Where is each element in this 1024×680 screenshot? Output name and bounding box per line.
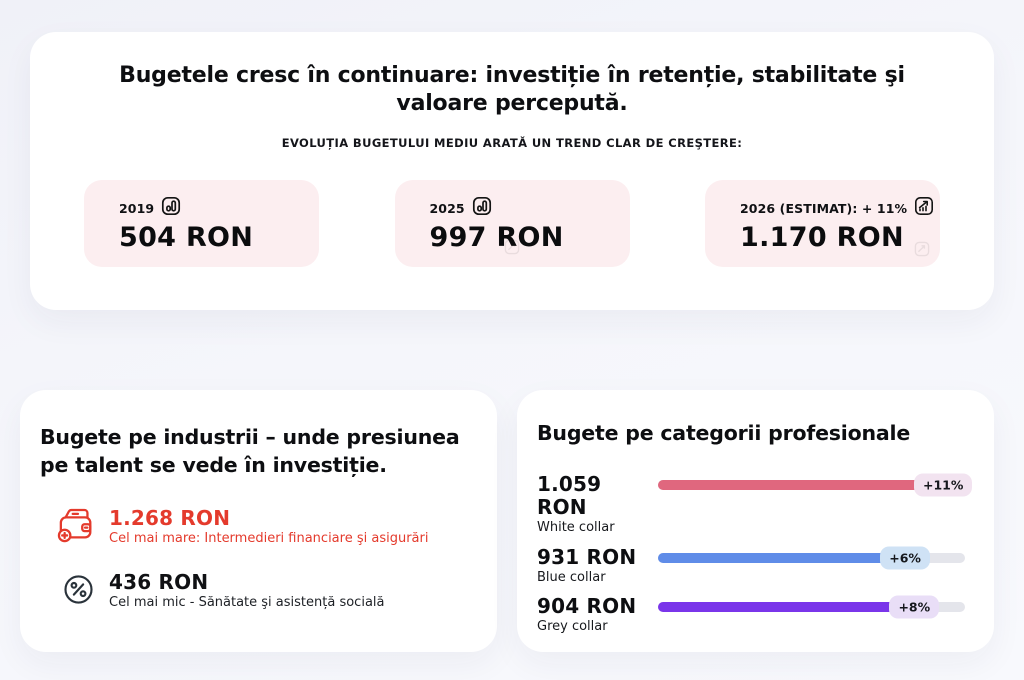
growth-badge: +8% bbox=[889, 596, 939, 619]
bar-track bbox=[658, 550, 965, 566]
industry-highest-row bbox=[56, 506, 471, 548]
bar-fill bbox=[658, 553, 888, 563]
bar-row-grey-collar bbox=[537, 595, 965, 636]
bar-fill bbox=[658, 602, 897, 612]
industry-lowest-value: 436 RON bbox=[109, 570, 209, 595]
bar-area bbox=[658, 546, 965, 586]
industry-lowest-description: Cel mai mic - Sănătate şi asistență socială bbox=[109, 595, 385, 611]
industry-lowest-row bbox=[62, 571, 471, 612]
bar-chart-icon bbox=[472, 196, 492, 220]
bar-value: 1.059 RON bbox=[537, 471, 602, 519]
bar-area bbox=[658, 595, 965, 635]
bar-category-label: Grey collar bbox=[537, 619, 608, 635]
wallet-icon bbox=[56, 506, 98, 548]
bar-value: 931 RON bbox=[537, 544, 637, 569]
stat-year-label: 2025 bbox=[429, 200, 465, 216]
bar-track bbox=[658, 477, 965, 493]
stat-card-2026 bbox=[705, 180, 940, 267]
growth-badge: +6% bbox=[880, 546, 930, 569]
industry-highest-description: Cel mai mare: Intermedieri financiare şi asigurări bbox=[109, 530, 429, 546]
hero-card bbox=[30, 32, 994, 310]
stat-year-label: 2019 bbox=[119, 200, 155, 216]
bar-row-white-collar bbox=[537, 473, 965, 537]
percent-icon bbox=[62, 573, 95, 610]
industries-title: Bugete pe industrii – unde presiunea pe talent se vede în investiție. bbox=[40, 425, 460, 477]
stat-card-2019 bbox=[84, 180, 319, 267]
page-title: Bugetele cresc în continuare: investiție în retenție, stabilitate şi valoare percepută. bbox=[119, 63, 905, 117]
budget-evolution-stats bbox=[30, 180, 994, 267]
bar-chart-icon bbox=[161, 196, 181, 220]
stat-year-label: 2026 (ESTIMAT): + 11% bbox=[740, 200, 908, 216]
professional-categories-card bbox=[517, 390, 994, 652]
stat-value: 504 RON bbox=[119, 222, 254, 254]
bar-category-label: Blue collar bbox=[537, 569, 606, 585]
bar-row-blue-collar bbox=[537, 546, 965, 587]
bar-area bbox=[658, 473, 965, 513]
chart-increasing-icon bbox=[914, 196, 934, 220]
stat-value: 997 RON bbox=[429, 222, 564, 254]
categories-title: Bugete pe categorii profesionale bbox=[537, 421, 911, 445]
bar-value: 904 RON bbox=[537, 594, 637, 619]
hero-subtitle: EVOLUȚIA BUGETULUI MEDIU ARATĂ UN TREND CLAR DE CREŞTERE: bbox=[281, 136, 743, 151]
stat-value: 1.170 RON bbox=[740, 222, 904, 254]
chart-increasing-watermark-icon bbox=[504, 239, 520, 259]
industry-highest-value: 1.268 RON bbox=[109, 505, 231, 530]
growth-badge: +11% bbox=[914, 473, 972, 496]
bar-track bbox=[658, 599, 965, 615]
bar-fill bbox=[658, 480, 922, 490]
bar-category-label: White collar bbox=[537, 519, 615, 535]
chart-increasing-watermark-icon bbox=[914, 241, 930, 261]
stat-card-2025 bbox=[395, 180, 630, 267]
industries-card bbox=[20, 390, 497, 652]
